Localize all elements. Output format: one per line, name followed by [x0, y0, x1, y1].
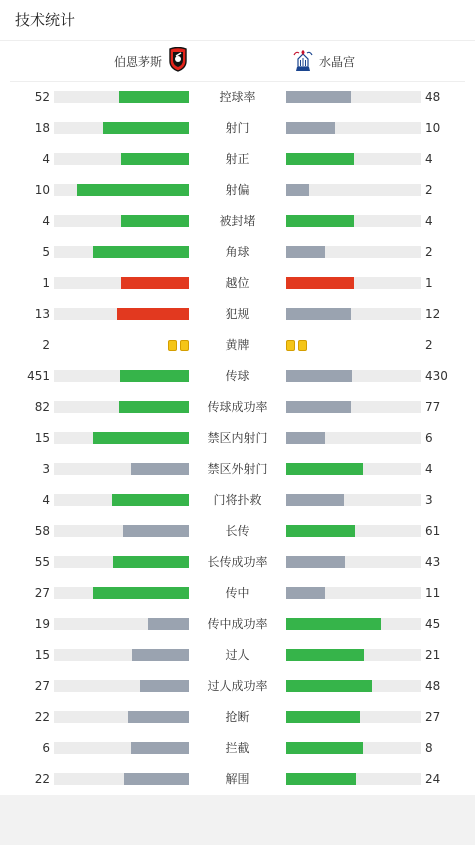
stat-row[interactable] [0, 400, 475, 414]
away-stat-bar [286, 370, 421, 382]
home-stat-bar [54, 432, 189, 444]
title-divider [0, 40, 475, 41]
away-stat-value: 12 [425, 307, 441, 321]
stat-row[interactable] [0, 121, 475, 135]
home-stat-bar [54, 742, 189, 754]
stat-row[interactable] [0, 245, 475, 259]
home-stat-value: 4 [42, 214, 50, 228]
home-stat-bar-fill [121, 277, 189, 289]
away-stat-value: 6 [425, 431, 433, 445]
stat-label: 传球成功率 [207, 400, 268, 414]
away-stat-value: 11 [425, 586, 441, 600]
stat-label: 门将扑救 [213, 493, 262, 507]
away-stat-value: 4 [425, 152, 433, 166]
home-stat-bar-fill [131, 742, 189, 754]
home-stat-bar [54, 246, 189, 258]
away-stat-bar-fill [286, 680, 372, 692]
stat-row[interactable] [0, 462, 475, 476]
home-stat-bar [54, 773, 189, 785]
home-stat-bar-fill [120, 370, 189, 382]
stat-row[interactable] [0, 710, 475, 724]
stat-row[interactable] [0, 214, 475, 228]
home-stat-bar-fill [121, 153, 189, 165]
away-stat-value: 27 [425, 710, 441, 724]
away-stat-bar [286, 494, 421, 506]
away-stat-bar [286, 432, 421, 444]
away-stat-bar [286, 91, 421, 103]
away-yellow-cards [286, 338, 307, 352]
away-stat-bar [286, 308, 421, 320]
home-stat-bar [54, 153, 189, 165]
stat-label: 抢断 [225, 710, 250, 724]
home-stat-value: 27 [34, 679, 50, 693]
away-stat-bar-fill [286, 711, 360, 723]
away-stat-bar [286, 277, 421, 289]
home-stat-bar-fill [148, 618, 189, 630]
home-stat-bar-fill [93, 587, 189, 599]
away-stat-value: 24 [425, 772, 441, 786]
home-stat-value: 4 [42, 152, 50, 166]
home-stat-bar [54, 122, 189, 134]
stat-row[interactable] [0, 152, 475, 166]
stat-label: 长传成功率 [207, 555, 268, 569]
yellow-card-icon [168, 340, 177, 351]
home-stat-value: 19 [34, 617, 50, 631]
section-title: 技术统计 [15, 11, 76, 29]
away-stat-value: 3 [425, 493, 433, 507]
away-stat-bar [286, 184, 421, 196]
home-stat-bar-fill [112, 494, 189, 506]
home-stat-bar-fill [103, 122, 189, 134]
stat-label: 射门 [225, 121, 250, 135]
home-stat-value: 58 [34, 524, 50, 538]
away-stat-bar [286, 587, 421, 599]
away-stat-bar [286, 525, 421, 537]
home-stat-bar-fill [93, 432, 189, 444]
home-stat-value: 1 [42, 276, 50, 290]
away-stat-value: 8 [425, 741, 433, 755]
away-stat-bar-fill [286, 246, 325, 258]
home-stat-value: 52 [34, 90, 50, 104]
home-stat-value: 15 [34, 648, 50, 662]
away-stat-value: 45 [425, 617, 441, 631]
home-stat-value: 22 [34, 710, 50, 724]
stat-label: 被封堵 [219, 214, 256, 228]
away-stat-bar [286, 556, 421, 568]
home-stat-value: 2 [42, 338, 50, 352]
home-stat-bar-fill [140, 680, 189, 692]
away-stat-bar [286, 246, 421, 258]
home-stat-bar [54, 184, 189, 196]
home-stat-bar-fill [124, 773, 189, 785]
away-team-name: 水晶宫 [319, 54, 356, 69]
home-stat-value: 451 [27, 369, 50, 383]
away-stat-bar-fill [286, 308, 351, 320]
away-stat-bar-fill [286, 742, 363, 754]
away-stat-bar [286, 618, 421, 630]
stat-label: 控球率 [219, 90, 256, 104]
stat-row[interactable] [0, 338, 475, 352]
stat-label: 射正 [225, 152, 250, 166]
stat-row[interactable] [0, 307, 475, 321]
home-stat-bar-fill [123, 525, 189, 537]
home-stat-value: 6 [42, 741, 50, 755]
stat-row[interactable] [0, 679, 475, 693]
away-stat-value: 430 [425, 369, 448, 383]
away-stat-bar-fill [286, 618, 381, 630]
home-stat-value: 18 [34, 121, 50, 135]
home-stat-bar-fill [119, 401, 189, 413]
home-team-name: 伯恩茅斯 [113, 54, 162, 69]
away-stat-value: 21 [425, 648, 441, 662]
stat-label: 越位 [225, 276, 250, 290]
stat-row[interactable] [0, 431, 475, 445]
away-stat-bar-fill [286, 184, 309, 196]
stat-label: 传中 [225, 586, 250, 600]
away-stat-bar [286, 463, 421, 475]
home-stat-bar [54, 587, 189, 599]
away-stat-value: 10 [425, 121, 441, 135]
home-stat-bar-fill [119, 91, 189, 103]
home-stat-bar [54, 215, 189, 227]
away-stat-value: 2 [425, 338, 433, 352]
stat-row[interactable] [0, 183, 475, 197]
home-stat-bar-fill [121, 215, 189, 227]
away-stat-bar [286, 711, 421, 723]
home-stat-bar-fill [93, 246, 189, 258]
away-stat-value: 4 [425, 462, 433, 476]
away-stat-bar [286, 742, 421, 754]
stat-label: 过人成功率 [207, 679, 268, 693]
home-stat-bar [54, 494, 189, 506]
away-stat-bar-fill [286, 525, 355, 537]
home-stat-value: 27 [34, 586, 50, 600]
stat-row[interactable] [0, 648, 475, 662]
away-stat-bar-fill [286, 277, 354, 289]
away-stat-bar [286, 773, 421, 785]
stat-label: 拦截 [225, 741, 250, 755]
away-stat-value: 61 [425, 524, 441, 538]
stat-row[interactable] [0, 555, 475, 569]
stat-row[interactable] [0, 524, 475, 538]
home-stat-bar [54, 463, 189, 475]
home-stat-bar [54, 401, 189, 413]
stat-label: 禁区外射门 [207, 462, 268, 476]
stat-row[interactable] [0, 90, 475, 104]
home-stat-bar [54, 277, 189, 289]
away-stat-value: 48 [425, 679, 441, 693]
home-stat-bar-fill [113, 556, 189, 568]
stat-row[interactable] [0, 617, 475, 631]
home-stat-value: 4 [42, 493, 50, 507]
home-stat-bar [54, 308, 189, 320]
yellow-card-icon [286, 340, 295, 351]
home-stat-bar [54, 649, 189, 661]
away-stat-bar-fill [286, 587, 325, 599]
home-stat-value: 5 [42, 245, 50, 259]
away-stat-bar-fill [286, 370, 352, 382]
stat-label: 过人 [225, 648, 250, 662]
stat-label: 禁区内射门 [207, 431, 268, 445]
stat-row[interactable] [0, 369, 475, 383]
home-yellow-cards [168, 338, 189, 352]
away-stat-bar [286, 122, 421, 134]
away-team-header[interactable] [292, 50, 355, 72]
home-stat-value: 3 [42, 462, 50, 476]
away-stat-value: 2 [425, 245, 433, 259]
away-stat-bar-fill [286, 463, 363, 475]
stat-label: 传中成功率 [207, 617, 268, 631]
away-stat-bar-fill [286, 773, 356, 785]
home-stat-bar [54, 370, 189, 382]
crystal-palace-crest-icon [292, 47, 314, 76]
home-stat-value: 10 [34, 183, 50, 197]
away-stat-value: 77 [425, 400, 441, 414]
home-stat-bar-fill [117, 308, 189, 320]
yellow-card-icon [180, 340, 189, 351]
stat-row[interactable] [0, 493, 475, 507]
home-stat-bar-fill [131, 463, 189, 475]
afc-bournemouth-crest-icon [168, 47, 188, 75]
away-stat-bar-fill [286, 215, 354, 227]
home-stat-value: 13 [34, 307, 50, 321]
away-stat-bar [286, 680, 421, 692]
stat-row[interactable] [0, 276, 475, 290]
away-stat-value: 48 [425, 90, 441, 104]
away-stat-bar-fill [286, 494, 344, 506]
away-stat-bar [286, 401, 421, 413]
away-stat-bar-fill [286, 649, 364, 661]
stat-label: 犯规 [225, 307, 250, 321]
home-team-header[interactable] [114, 50, 188, 72]
header-divider [10, 81, 465, 82]
away-stat-bar-fill [286, 122, 335, 134]
away-stat-value: 4 [425, 214, 433, 228]
home-stat-value: 22 [34, 772, 50, 786]
home-stat-bar-fill [77, 184, 189, 196]
home-stat-value: 15 [34, 431, 50, 445]
home-stat-bar-fill [128, 711, 189, 723]
home-stat-bar-fill [132, 649, 189, 661]
away-stat-bar [286, 215, 421, 227]
stat-label: 传球 [225, 369, 250, 383]
yellow-card-icon [298, 340, 307, 351]
stat-label: 射偏 [225, 183, 250, 197]
home-stat-bar [54, 711, 189, 723]
home-stat-bar [54, 618, 189, 630]
home-stat-value: 82 [34, 400, 50, 414]
home-stat-bar [54, 91, 189, 103]
away-stat-value: 2 [425, 183, 433, 197]
away-stat-bar-fill [286, 401, 351, 413]
away-stat-bar-fill [286, 556, 345, 568]
stat-label: 解围 [225, 772, 250, 786]
away-stat-value: 43 [425, 555, 441, 569]
away-stat-bar-fill [286, 432, 325, 444]
home-stat-bar [54, 680, 189, 692]
away-stat-bar-fill [286, 91, 351, 103]
home-stat-value: 55 [34, 555, 50, 569]
stat-row[interactable] [0, 772, 475, 786]
stat-row[interactable] [0, 586, 475, 600]
stat-row[interactable] [0, 741, 475, 755]
home-stat-bar [54, 525, 189, 537]
stat-label: 黄牌 [225, 338, 250, 352]
away-stat-bar [286, 649, 421, 661]
away-stat-bar-fill [286, 153, 354, 165]
away-stat-bar [286, 153, 421, 165]
stat-label: 角球 [225, 245, 250, 259]
home-stat-bar [54, 556, 189, 568]
stat-label: 长传 [225, 524, 250, 538]
away-stat-value: 1 [425, 276, 433, 290]
